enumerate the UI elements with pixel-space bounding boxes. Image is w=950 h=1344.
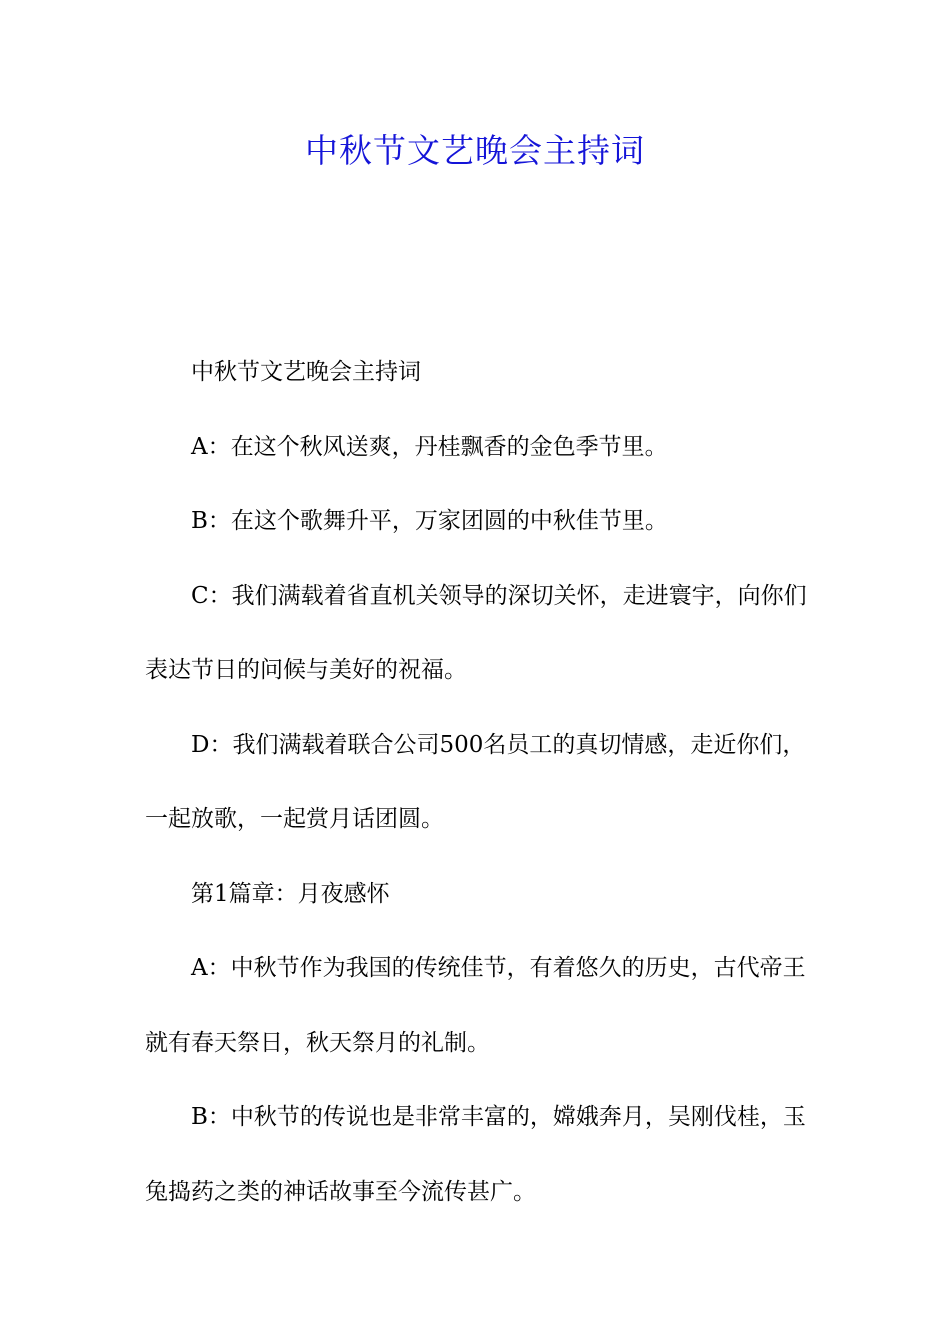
document-title: 中秋节文艺晚会主持词: [305, 131, 645, 170]
document-body: [145, 335, 825, 1229]
host-c-line: C：我们满载着省直机关领导的深切关怀，走进寰宇，向你们表达节日的问候与美好的祝福。: [145, 582, 807, 683]
chapter-heading: 第1篇章：月夜感怀: [191, 880, 390, 907]
host-b-line-2: B：中秋节的传说也是非常丰富的，嫦娥奔月，吴刚伐桂，玉兔捣药之类的神话故事至今流传甚广。: [145, 1104, 806, 1205]
host-d-line: D：我们满载着联合公司500名员工的真切情感，走近你们，一起放歌，一起赏月话团圆。: [145, 731, 806, 832]
host-a-line: A：在这个秋风送爽，丹桂飘香的金色季节里。: [191, 433, 668, 460]
host-b-line: B：在这个歌舞升平，万家团圆的中秋佳节里。: [191, 508, 668, 534]
host-a-line-2: A：中秋节作为我国的传统佳节，有着悠久的历史，古代帝王就有春天祭日，秋天祭月的礼制。: [145, 955, 806, 1056]
subtitle-paragraph: 中秋节文艺晚会主持词: [191, 359, 421, 385]
